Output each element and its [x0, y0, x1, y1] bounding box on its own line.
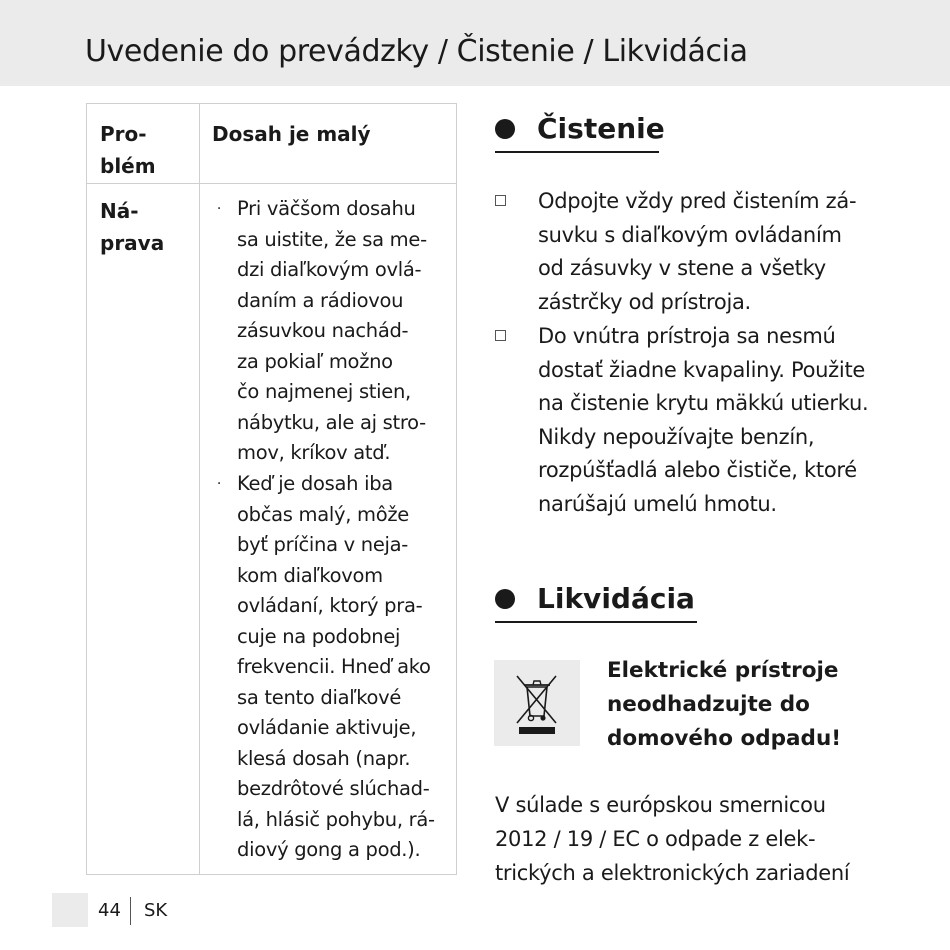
- footer-tab: [52, 893, 88, 927]
- checkbox-square-icon: [495, 195, 506, 206]
- cleaning-title: Čistenie: [537, 112, 665, 145]
- text-line: sa uistite, že sa me-: [237, 227, 427, 251]
- text-line: byť príčina v neja-: [237, 533, 409, 556]
- text-line: od zásuvky v stene a všetky: [538, 256, 826, 280]
- fix-label-line: prava: [100, 231, 165, 255]
- text-line: Keď je dosah iba: [237, 472, 393, 495]
- text-line: 2012 / 19 / EC o odpade z elek-: [495, 827, 816, 851]
- page-number: 44: [98, 900, 121, 921]
- problem-label-line: Pro-: [100, 122, 147, 146]
- problem-label-line: blém: [100, 154, 156, 178]
- page-language: SK: [144, 900, 168, 921]
- text-line: Odpojte vždy pred čistením zá-: [538, 189, 857, 213]
- text-line: narúšajú umelú hmotu.: [538, 491, 777, 516]
- text-line: V súlade s európskou smernicou: [495, 793, 826, 817]
- text-line: nábytku, ale aj stro-: [237, 410, 426, 434]
- text-line: trických a elektronických zariadení: [495, 861, 850, 885]
- problem-value: Dosah je malý: [212, 122, 371, 146]
- text-line: dzi diaľkovým ovlá-: [237, 258, 422, 281]
- text-line: neodhadzujte do: [607, 692, 810, 717]
- disposal-underline: [495, 621, 697, 623]
- text-line: na čistenie krytu mäkkú utierku.: [538, 391, 869, 415]
- cleaning-item-text: [538, 185, 856, 319]
- table-row-divider: [87, 183, 456, 184]
- text-line: klesá dosah (napr.: [237, 746, 411, 770]
- text-line: sa tento diaľkové: [237, 685, 402, 709]
- text-line: ovládanie aktivuje,: [237, 716, 417, 739]
- text-line: Do vnútra prístroja sa nesmú: [538, 324, 836, 348]
- text-line: zástrčky od prístroja.: [538, 289, 751, 314]
- text-line: kom diaľkovom: [237, 563, 383, 587]
- heading-bullet-icon: [495, 589, 515, 609]
- page-header: [0, 0, 950, 86]
- text-line: lá, hlásič pohybu, rá-: [237, 807, 435, 831]
- text-line: ovládaní, ktorý pra-: [237, 594, 423, 617]
- text-line: zásuvkou nachád-: [237, 319, 409, 342]
- troubleshooting-table: [86, 103, 457, 875]
- text-line: frekvencii. Hneď ako: [237, 655, 431, 678]
- fix-item-text: [237, 194, 427, 469]
- disposal-paragraph: [495, 788, 849, 890]
- text-line: bezdrôtové slúchad-: [237, 777, 430, 800]
- disposal-warning: [607, 654, 841, 756]
- text-line: domového odpadu!: [607, 726, 842, 751]
- footer-divider: [130, 897, 131, 925]
- text-line: suvku s diaľkovým ovládaním: [538, 222, 842, 247]
- checkbox-square-icon: [495, 330, 506, 341]
- text-line: daním a rádiovou: [237, 288, 404, 312]
- text-line: čo najmenej stien,: [237, 380, 411, 403]
- fix-label: [100, 195, 192, 259]
- table-column-divider: [199, 104, 200, 874]
- cleaning-heading: [495, 112, 665, 145]
- disposal-heading: [495, 582, 695, 615]
- bullet-dot: ·: [216, 201, 222, 217]
- crossed-out-wheelie-bin-icon: [494, 660, 580, 746]
- page-title: Uvedenie do prevádzky / Čistenie / Likvidácia: [85, 34, 748, 69]
- text-line: za pokiaľ možno: [237, 349, 393, 373]
- text-line: diový gong a pod.).: [237, 838, 421, 861]
- text-line: mov, kríkov atď.: [237, 441, 391, 464]
- text-line: cuje na podobnej: [237, 624, 401, 648]
- cleaning-underline: [495, 151, 659, 153]
- text-line: Pri väčšom dosahu: [237, 197, 416, 220]
- disposal-title: Likvidácia: [537, 582, 695, 615]
- fix-item-text: [237, 469, 435, 866]
- bullet-dot: ·: [216, 476, 222, 492]
- text-line: rozpúšťadlá alebo čističe, ktoré: [538, 458, 857, 482]
- text-line: občas malý, môže: [237, 502, 409, 526]
- text-line: Nikdy nepoužívajte benzín,: [538, 424, 815, 449]
- heading-bullet-icon: [495, 119, 515, 139]
- cleaning-item-text: [538, 320, 868, 521]
- text-line: dostať žiadne kvapaliny. Použite: [538, 357, 865, 382]
- text-line: Elektrické prístroje: [607, 658, 839, 683]
- problem-label: [100, 118, 192, 182]
- fix-label-line: Ná-: [100, 199, 139, 223]
